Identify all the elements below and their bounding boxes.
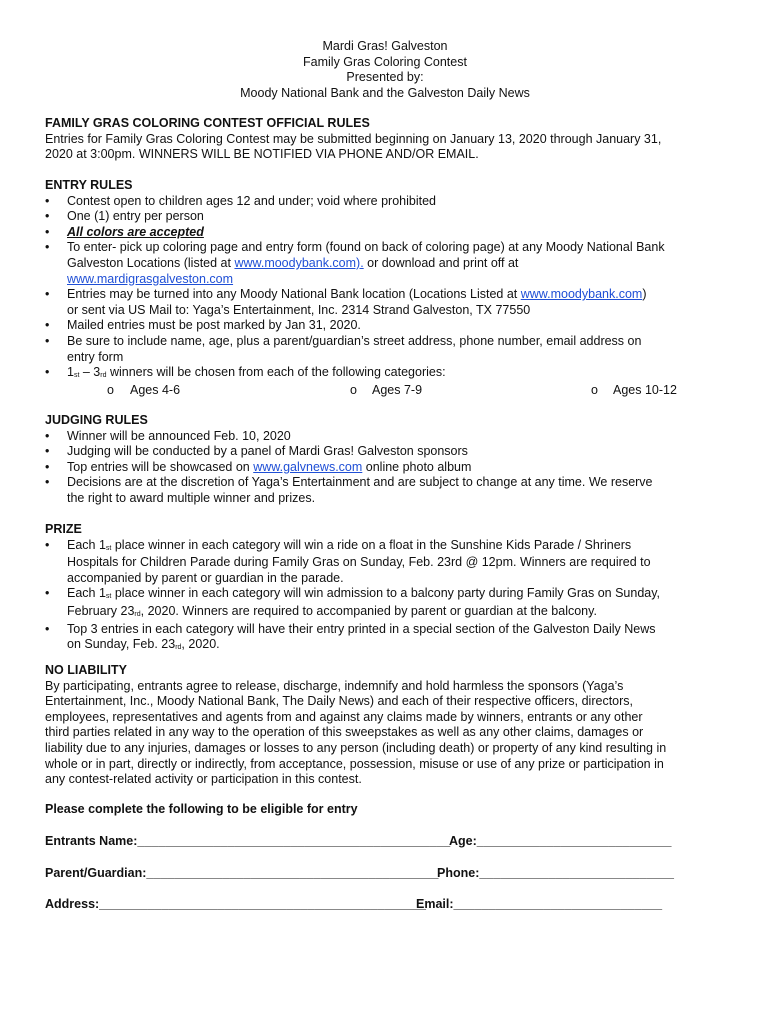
entry-rule-text [67,287,745,303]
bullet-icon: • [45,333,50,348]
prize-section [45,522,745,655]
parent-guardian-field[interactable]: Parent/Guardian:__________________________________________ [45,866,439,880]
text-span: , 2020. [181,637,220,652]
official-rules-line1: Entries for Family Gras Coloring Contest may be submitted beginning on January 13, 2020 through January 31, [45,131,662,146]
bullet-icon: • [45,365,50,380]
liability-line: Entertainment, Inc., Moody National Bank, The Daily News) and each of their respective officers, directors, [45,694,634,709]
list-item [45,444,745,460]
list-item [45,194,745,210]
prize-text [67,538,745,556]
no-liability-section [45,663,745,788]
prize-text [67,604,745,622]
mardigrasgalveston-link[interactable]: www.mardigrasgalveston.com [67,271,234,286]
text-span: ) [642,287,647,302]
sponsors-line: Moody National Bank and the Galveston Daily News [240,85,530,100]
text-span: place winner in each category will win a ride on a float in the Sunshine Kids Parade / Shriners [111,537,632,552]
judging-rule-text: Judging will be conducted by a panel of Mardi Gras! Galveston sponsors [67,444,468,459]
bullet-icon: • [45,586,50,601]
list-item [45,225,745,241]
entry-rule-text: Be sure to include name, age, plus a parent/guardian’s street address, phone number, email address on [67,333,642,348]
list-item [45,460,745,476]
prize-text: Hospitals for Children Parade during Family Gras on Sunday, Feb. 23rd @ 12pm. Winners are required to [67,555,651,570]
email-field[interactable]: Email:______________________________ [416,897,663,911]
age-category-1: Ages 4-6 [130,382,181,397]
list-item [45,209,745,225]
liability-line: liability due to any injuries, damages or losses to any person (including death) or property of any kind resulting in [45,740,667,755]
bullet-icon: • [45,318,50,333]
bullet-icon: • [45,428,50,443]
official-rules-section [45,116,745,163]
form-intro: Please complete the following to be eligible for entry [45,802,358,816]
text-span: Each 1 [67,537,106,552]
entry-rules-list [45,194,745,399]
prize-list [45,538,745,655]
entry-rules-heading: ENTRY RULES [45,178,133,192]
bullet-icon: • [45,537,50,552]
presented-by: Presented by: [346,70,424,84]
superscript: rd [134,610,141,618]
prize-text: Top 3 entries in each category will have their entry printed in a special section of the Galveston Daily News [67,621,656,636]
liability-line: third parties related in any way to the operation of this sweepstakes as well as any other claims, damages or [45,725,644,740]
bullet-icon: • [45,240,50,255]
prize-heading: PRIZE [45,522,82,536]
galvnews-link[interactable]: www.galvnews.com [253,459,363,474]
judging-rules-list [45,429,745,507]
superscript: rd [100,372,107,380]
official-rules-heading: FAMILY GRAS COLORING CONTEST OFFICIAL RULES [45,116,370,130]
judging-rule-text: Decisions are at the discretion of Yaga’s Entertainment and are subject to change at any time. We reserve [67,475,653,490]
bullet-icon: • [45,193,50,208]
text-span: or download and print off at [363,255,519,270]
bullet-icon: • [45,459,50,474]
superscript: st [105,544,112,552]
judging-rule-text: Winner will be announced Feb. 10, 2020 [67,428,291,443]
entry-rule-text [67,365,745,383]
text-span: , 2020. Winners are required to accompanied by parent or guardian at the balcony. [140,603,597,618]
text-span: winners will be chosen from each of the following categories: [106,365,446,380]
bullet-icon: • [45,475,50,490]
text-span: 1 [67,365,74,380]
entrant-row [45,834,725,850]
list-item [45,475,745,506]
contest-title: Family Gras Coloring Contest [303,54,467,69]
prize-text [67,637,745,655]
entry-rules-section [45,178,745,399]
list-item [45,365,745,399]
liability-line: By participating, entrants agree to release, discharge, indemnify and hold harmless the sponsors (Yaga’s [45,678,624,693]
text-span: – 3 [79,365,101,380]
text-span: online photo album [362,459,472,474]
bullet-icon: • [45,621,50,636]
entry-rule-text: Mailed entries must be post marked by Jan 31, 2020. [67,318,361,333]
entry-rule-text [67,256,745,272]
circle-bullet-icon: o [107,382,114,397]
parent-row [45,866,725,882]
superscript: st [105,593,112,601]
text-span: Each 1 [67,586,106,601]
superscript: st [73,372,80,380]
age-category-3: Ages 10-12 [613,382,677,397]
entrant-name-field[interactable]: Entrants Name:_____________________________________________ [45,834,451,848]
age-category-2: Ages 7-9 [372,382,423,397]
liability-line: employees, representatives and agents from and against any claims made by winners, entrants or any other [45,709,643,724]
address-field[interactable]: Address:_______________________________________________ [45,897,426,911]
bullet-icon: • [45,224,50,239]
moodybank-link[interactable]: www.moodybank.com). [234,255,364,270]
liability-line: any contest-related activity or participation in this contest. [45,772,362,787]
circle-bullet-icon: o [350,382,357,397]
list-item [45,586,745,621]
judging-rules-section [45,413,745,507]
bullet-icon: • [45,209,50,224]
judging-rules-heading: JUDGING RULES [45,413,148,427]
list-item [45,334,745,365]
moodybank-link-2[interactable]: www.moodybank.com [520,287,643,302]
document-header [0,39,770,101]
entry-rule-text: Contest open to children ages 12 and under; void where prohibited [67,193,437,208]
all-colors-accepted: All colors are accepted [67,224,204,239]
text-span: Galveston Locations (listed at [67,255,235,270]
text-span: February 23 [67,603,135,618]
official-rules-line2: 2020 at 3:00pm. WINNERS WILL BE NOTIFIED VIA PHONE AND/OR EMAIL. [45,147,479,162]
entry-rule-text: To enter- pick up coloring page and entry form (found on back of coloring page) at any Moody National Bank [67,240,665,255]
list-item [45,318,745,334]
entry-rule-text: One (1) entry per person [67,209,204,224]
list-item [45,538,745,587]
bullet-icon: • [45,287,50,302]
prize-text [67,586,745,604]
bullet-icon: • [45,444,50,459]
age-categories [67,383,745,399]
mailing-address: or sent via US Mail to: Yaga’s Entertainment, Inc. 2314 Strand Galveston, TX 77550 [67,302,531,317]
text-span: Top entries will be showcased on [67,459,254,474]
phone-field[interactable]: Phone:____________________________ [437,866,675,880]
superscript: rd [175,644,182,652]
liability-line: whole or in part, directly or indirectly, from acceptance, possession, misuse or use of any prize or participation in [45,756,664,771]
text-span: on Sunday, Feb. 23 [67,637,176,652]
judging-rule-text: the right to award multiple winner and prizes. [67,490,316,505]
judging-rule-text [67,460,745,476]
address-row [45,897,725,913]
prize-text: accompanied by parent or guardian in the parade. [67,570,344,585]
no-liability-heading: NO LIABILITY [45,663,127,677]
list-item [45,622,745,655]
age-field[interactable]: Age:____________________________ [449,834,672,848]
list-item [45,240,745,287]
event-title: Mardi Gras! Galveston [322,39,448,53]
text-span: place winner in each category will win admission to a balcony party during Family Gras on Sunday, [111,586,661,601]
text-span: Entries may be turned into any Moody National Bank location (Locations Listed at [67,287,521,302]
entry-rule-text: entry form [67,349,124,364]
circle-bullet-icon: o [591,382,598,397]
list-item [45,287,745,318]
list-item [45,429,745,445]
